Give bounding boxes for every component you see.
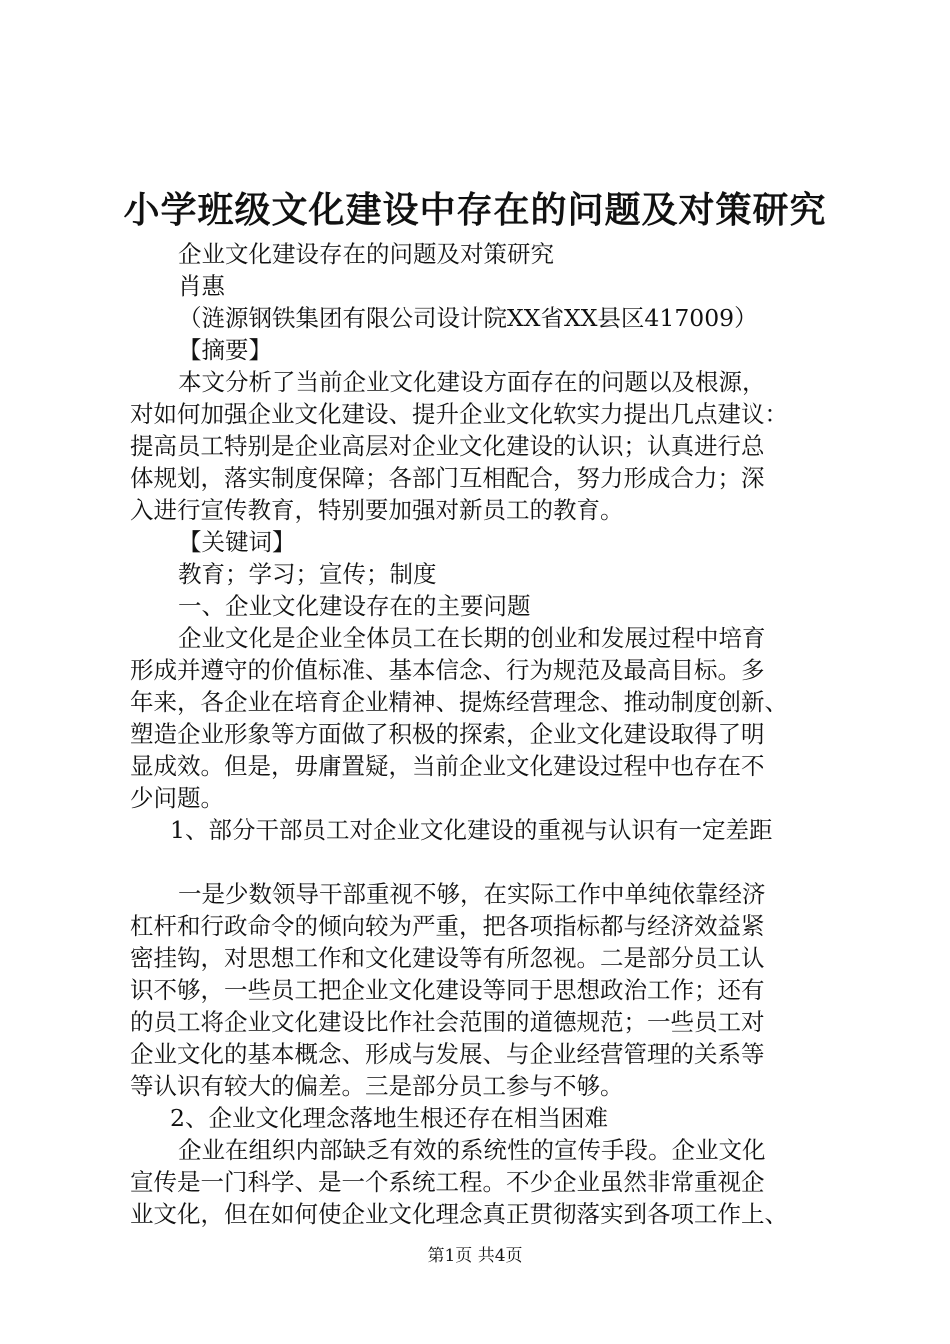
keywords-line: 教育；学习；宣传；制度	[178, 560, 437, 588]
affiliation-line: （涟源钢铁集团有限公司设计院XX省XX县区417009）	[178, 304, 758, 332]
paragraph-line: 等认识有较大的偏差。三是部分员工参与不够。	[130, 1072, 624, 1100]
paragraph-line: 企业在组织内部缺乏有效的系统性的宣传手段。企业文化	[178, 1136, 766, 1164]
paragraph-line: 业文化，但在如何使企业文化理念真正贯彻落实到各项工作上、	[130, 1200, 788, 1228]
paragraph-line: 塑造企业形象等方面做了积极的探索，企业文化建设取得了明	[130, 720, 765, 748]
paragraph-line: 密挂钩，对思想工作和文化建设等有所忽视。二是部分员工认	[130, 944, 765, 972]
paragraph-line: 一是少数领导干部重视不够，在实际工作中单纯依靠经济	[178, 880, 766, 908]
section-heading: 一、企业文化建设存在的主要问题	[178, 592, 531, 620]
paragraph-line: 年来，各企业在培育企业精神、提炼经营理念、推动制度创新、	[130, 688, 788, 716]
author-line: 肖惠	[178, 272, 225, 300]
blank-line	[130, 846, 830, 878]
paragraph-line: 本文分析了当前企业文化建设方面存在的问题以及根源，	[178, 368, 766, 396]
paragraph-line: 显成效。但是，毋庸置疑，当前企业文化建设过程中也存在不	[130, 752, 765, 780]
abstract-heading: 【摘要】	[178, 336, 272, 364]
subtitle-line: 企业文化建设存在的问题及对策研究	[178, 240, 554, 268]
subsection-heading: 1、部分干部员工对企业文化建设的重视与认识有一定差距	[170, 816, 773, 844]
paragraph-line: 杠杆和行政命令的倾向较为严重，把各项指标都与经济效益紧	[130, 912, 765, 940]
page-number-footer: 第1页 共4页	[427, 1246, 523, 1266]
keywords-heading: 【关键词】	[178, 528, 296, 556]
paragraph-line: 宣传是一门科学、是一个系统工程。不少企业虽然非常重视企	[130, 1168, 765, 1196]
paragraph-line: 企业文化的基本概念、形成与发展、与企业经营管理的关系等	[130, 1040, 765, 1068]
paragraph-line: 体规划，落实制度保障；各部门互相配合，努力形成合力；深	[130, 464, 765, 492]
paragraph-line: 识不够，一些员工把企业文化建设等同于思想政治工作；还有	[130, 976, 765, 1004]
paragraph-line: 企业文化是企业全体员工在长期的创业和发展过程中培育	[178, 624, 766, 652]
paragraph-line: 对如何加强企业文化建设、提升企业文化软实力提出几点建议：	[130, 400, 788, 428]
paragraph-line: 提高员工特别是企业高层对企业文化建设的认识；认真进行总	[130, 432, 765, 460]
document-title: 小学班级文化建设中存在的问题及对策研究	[123, 189, 827, 231]
paragraph-line: 入进行宣传教育，特别要加强对新员工的教育。	[130, 496, 624, 524]
document-body	[130, 238, 830, 1230]
paragraph-line: 少问题。	[130, 784, 224, 812]
paragraph-line: 形成并遵守的价值标准、基本信念、行为规范及最高目标。多	[130, 656, 765, 684]
subsection-heading: 2、企业文化理念落地生根还存在相当困难	[170, 1104, 608, 1132]
paragraph-line: 的员工将企业文化建设比作社会范围的道德规范；一些员工对	[130, 1008, 765, 1036]
